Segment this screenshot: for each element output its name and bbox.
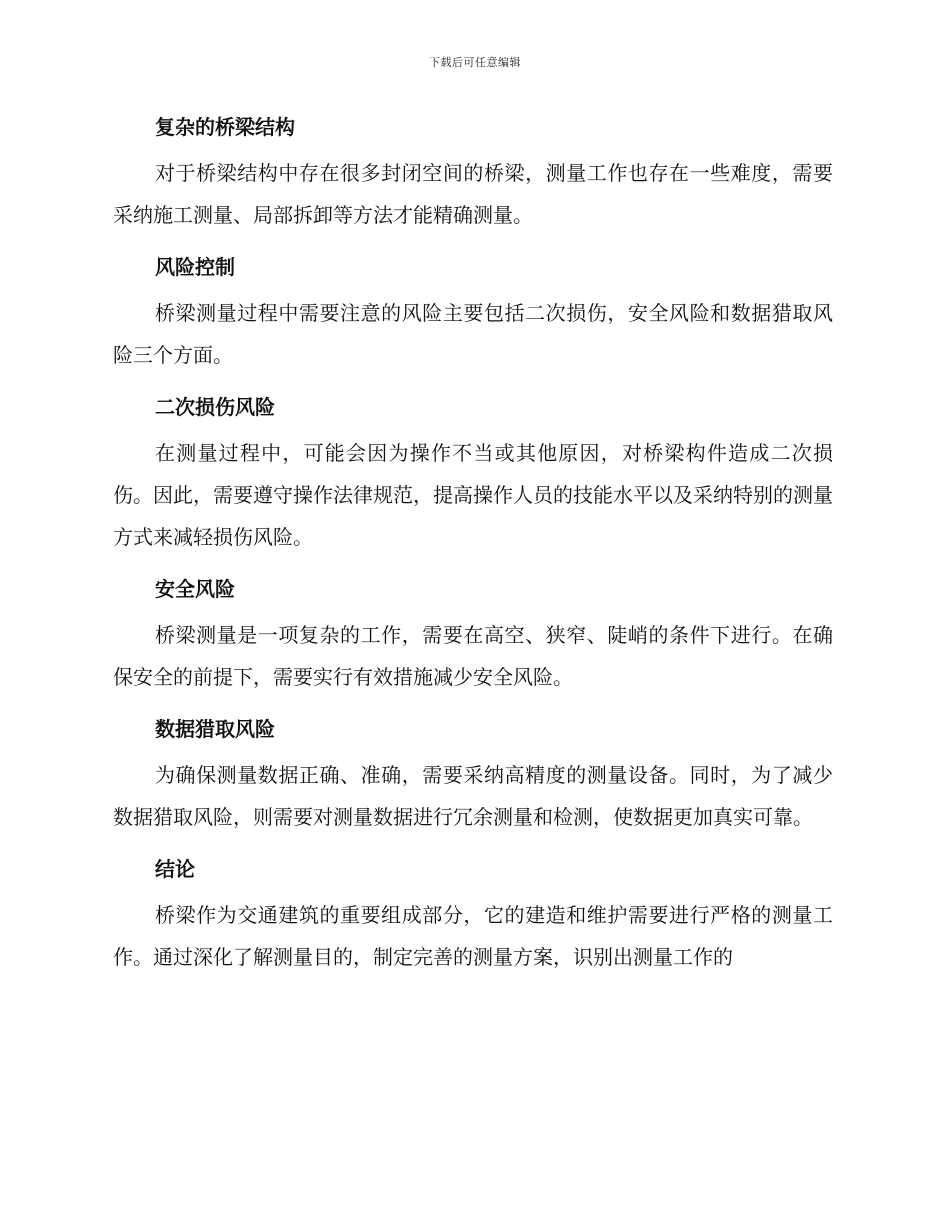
section-heading-risk-control: 风险控制: [155, 255, 235, 279]
section-heading-safety-risk: 安全风险: [155, 577, 235, 601]
section-heading-complex-structure: 复杂的桥梁结构: [155, 115, 295, 139]
section-paragraph-complex-structure: 对于桥梁结构中存在很多封闭空间的桥梁，测量工作也存在一些难度，需要采纳施工测量、局部拆卸等方法才能精确测量。: [113, 161, 833, 227]
section-paragraph-safety-risk: 桥梁测量是一项复杂的工作，需要在高空、狭窄、陡峭的条件下进行。在确保安全的前提下，需要实行有效措施减少安全风险。: [113, 623, 833, 689]
section-heading-secondary-damage: 二次损伤风险: [155, 395, 275, 419]
section-heading-conclusion: 结论: [155, 857, 195, 881]
section-paragraph-risk-control: 桥梁测量过程中需要注意的风险主要包括二次损伤，安全风险和数据猎取风险三个方面。: [113, 301, 833, 367]
page-header-note: 下载后可任意编辑: [429, 56, 521, 69]
section-paragraph-data-risk: 为确保测量数据正确、准确，需要采纳高精度的测量设备。同时，为了减少数据猎取风险，则需要对测量数据进行冗余测量和检测，使数据更加真实可靠。: [113, 763, 833, 829]
section-paragraph-conclusion: 桥梁作为交通建筑的重要组成部分，它的建造和维护需要进行严格的测量工作。通过深化了解测量目的，制定完善的测量方案，识别出测量工作的: [113, 903, 833, 969]
section-heading-data-risk: 数据猎取风险: [155, 717, 275, 741]
document-body: [113, 106, 833, 988]
section-paragraph-secondary-damage: 在测量过程中，可能会因为操作不当或其他原因，对桥梁构件造成二次损伤。因此，需要遵守操作法律规范，提高操作人员的技能水平以及采纳特别的测量方式来减轻损伤风险。: [113, 441, 833, 549]
